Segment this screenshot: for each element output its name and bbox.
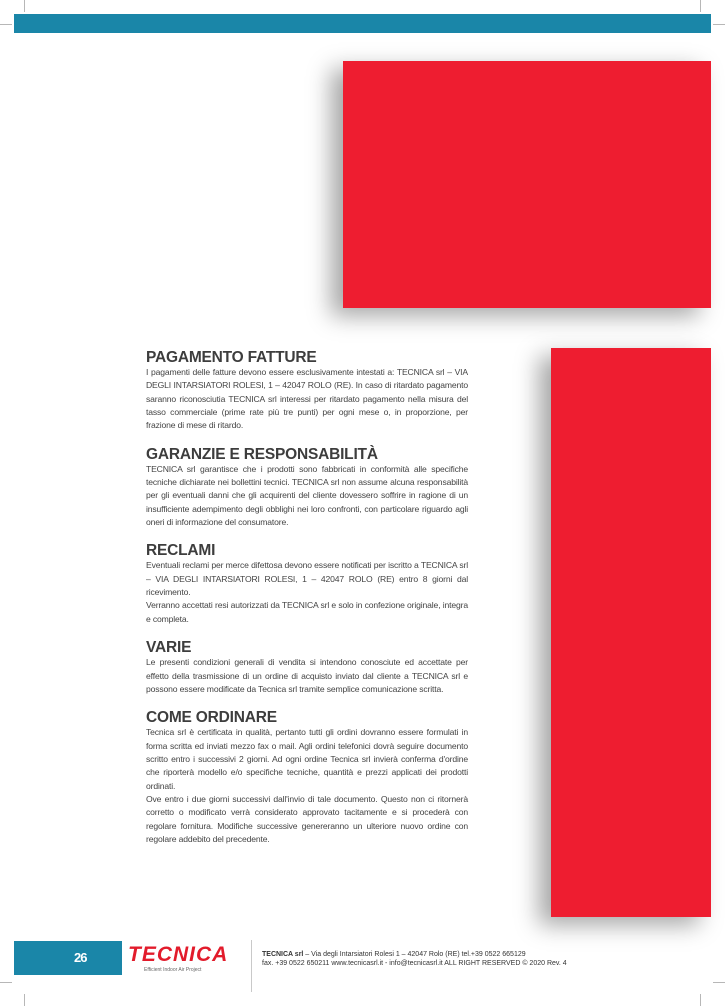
- section-text: Tecnica srl è certificata in qualità, pertanto tutti gli ordini dovranno essere formulati in forma scritta ed inviati mezzo fax o mail. Agli ordini telefonici dovrà seguire documento scritto entro i successivi 2 giorni. Ad ogni ordine Tecnica srl invierà conferma d'ordine che riporterà modello e/o specifiche tecniche, quantità e prezzi applicati dei prodotti ordinati.: [146, 727, 468, 791]
- crop-mark: [700, 994, 701, 1006]
- crop-mark: [24, 994, 25, 1006]
- section-varie: [146, 639, 468, 696]
- section-text: Eventuali reclami per merce difettosa devono essere notificati per iscritto a TECNICA srl – VIA DEGLI INTARSIATORI ROLESI, 1 – 42047 ROLO (RE) entro 8 giorni dal ricevimento.: [146, 560, 468, 598]
- footer-line-2: fax. +39 0522 650211 www.tecnicasrl.it - info@tecnicasrl.it ALL RIGHT RESERVED © 2020 Rev. 4: [262, 960, 567, 967]
- crop-mark: [0, 24, 12, 25]
- footer-company: TECNICA srl: [262, 951, 304, 958]
- header-bar: [14, 14, 711, 33]
- section-come-ordinare: [146, 709, 468, 846]
- section-title: COME ORDINARE: [146, 709, 277, 727]
- page-number: 26: [74, 950, 87, 965]
- crop-mark: [700, 0, 701, 12]
- footer-line-1: [262, 950, 567, 959]
- section-pagamento-fatture: [146, 349, 468, 433]
- section-garanzie: [146, 446, 468, 530]
- section-title: PAGAMENTO FATTURE: [146, 349, 317, 366]
- crop-mark: [713, 24, 725, 25]
- section-reclami: [146, 542, 468, 626]
- section-text: Le presenti condizioni generali di vendita si intendono conosciute ed accettate per effetto della trasmissione di un ordine di acquisto inviato dal cliente a TECNICA srl e possono essere modificate da Tecnica srl tramite semplice comunicazione scritta.: [146, 657, 468, 694]
- section-text: I pagamenti delle fatture devono essere esclusivamente intestati a: TECNICA srl – VIA DEGLI INTARSIATORI ROLESI, 1 – 42047 ROLO (RE). In caso di ritardato pagamento saranno riconosciutia TECNICA srl interessi per ritardato pagamento nella misura del tasso commerciale (prime rate più tre punti) per ogni mese o, in proporzione, per frazione di mese di ritardo.: [146, 367, 468, 431]
- footer-contact: [262, 950, 567, 968]
- section-title: RECLAMI: [146, 542, 216, 560]
- section-text: TECNICA srl garantisce che i prodotti sono fabbricati in conformità alle specifiche tecniche dichiarate nei bollettini tecnici. TECNICA srl non assume alcuna responsabilità per gli eventuali danni che gli acquirenti del cliente dovessero soffrire in ragione di un insufficiente adempimento degli obblighi nei loro confronti, con particolare riguardo agli oneri di informazione del consumatore.: [146, 463, 468, 528]
- crop-mark: [0, 982, 12, 983]
- terms-content: [146, 349, 468, 859]
- decorative-red-block: [551, 348, 711, 917]
- section-text-2: Ove entro i due giorni successivi dall'invio di tale documento. Questo non ci ritornerà corretto o modificato verrà considerato approvato tacitamente e si procederà con regolare fornitura. Modifiche successive genereranno un ulteriore nuovo ordine con regolare addebito del precedente.: [146, 793, 468, 844]
- logo-tagline: Efficient Indoor Air Project: [144, 967, 202, 973]
- tecnica-logo: [128, 944, 236, 973]
- section-title: GARANZIE E RESPONSABILITÀ: [146, 445, 378, 463]
- section-text-2: Verranno accettati resi autorizzati da TECNICA srl e solo in confezione originale, integra e completa.: [146, 600, 468, 624]
- page-number-box: [14, 941, 122, 975]
- footer-divider: [251, 940, 252, 992]
- decorative-red-block: [343, 61, 711, 308]
- crop-mark: [713, 982, 725, 983]
- logo-wordmark: TECNICA: [128, 943, 229, 966]
- section-title: VARIE: [146, 639, 192, 657]
- crop-mark: [24, 0, 25, 12]
- footer-address: – Via degli Intarsiatori Rolesi 1 – 42047 Rolo (RE) tel.+39 0522 665129: [303, 951, 526, 958]
